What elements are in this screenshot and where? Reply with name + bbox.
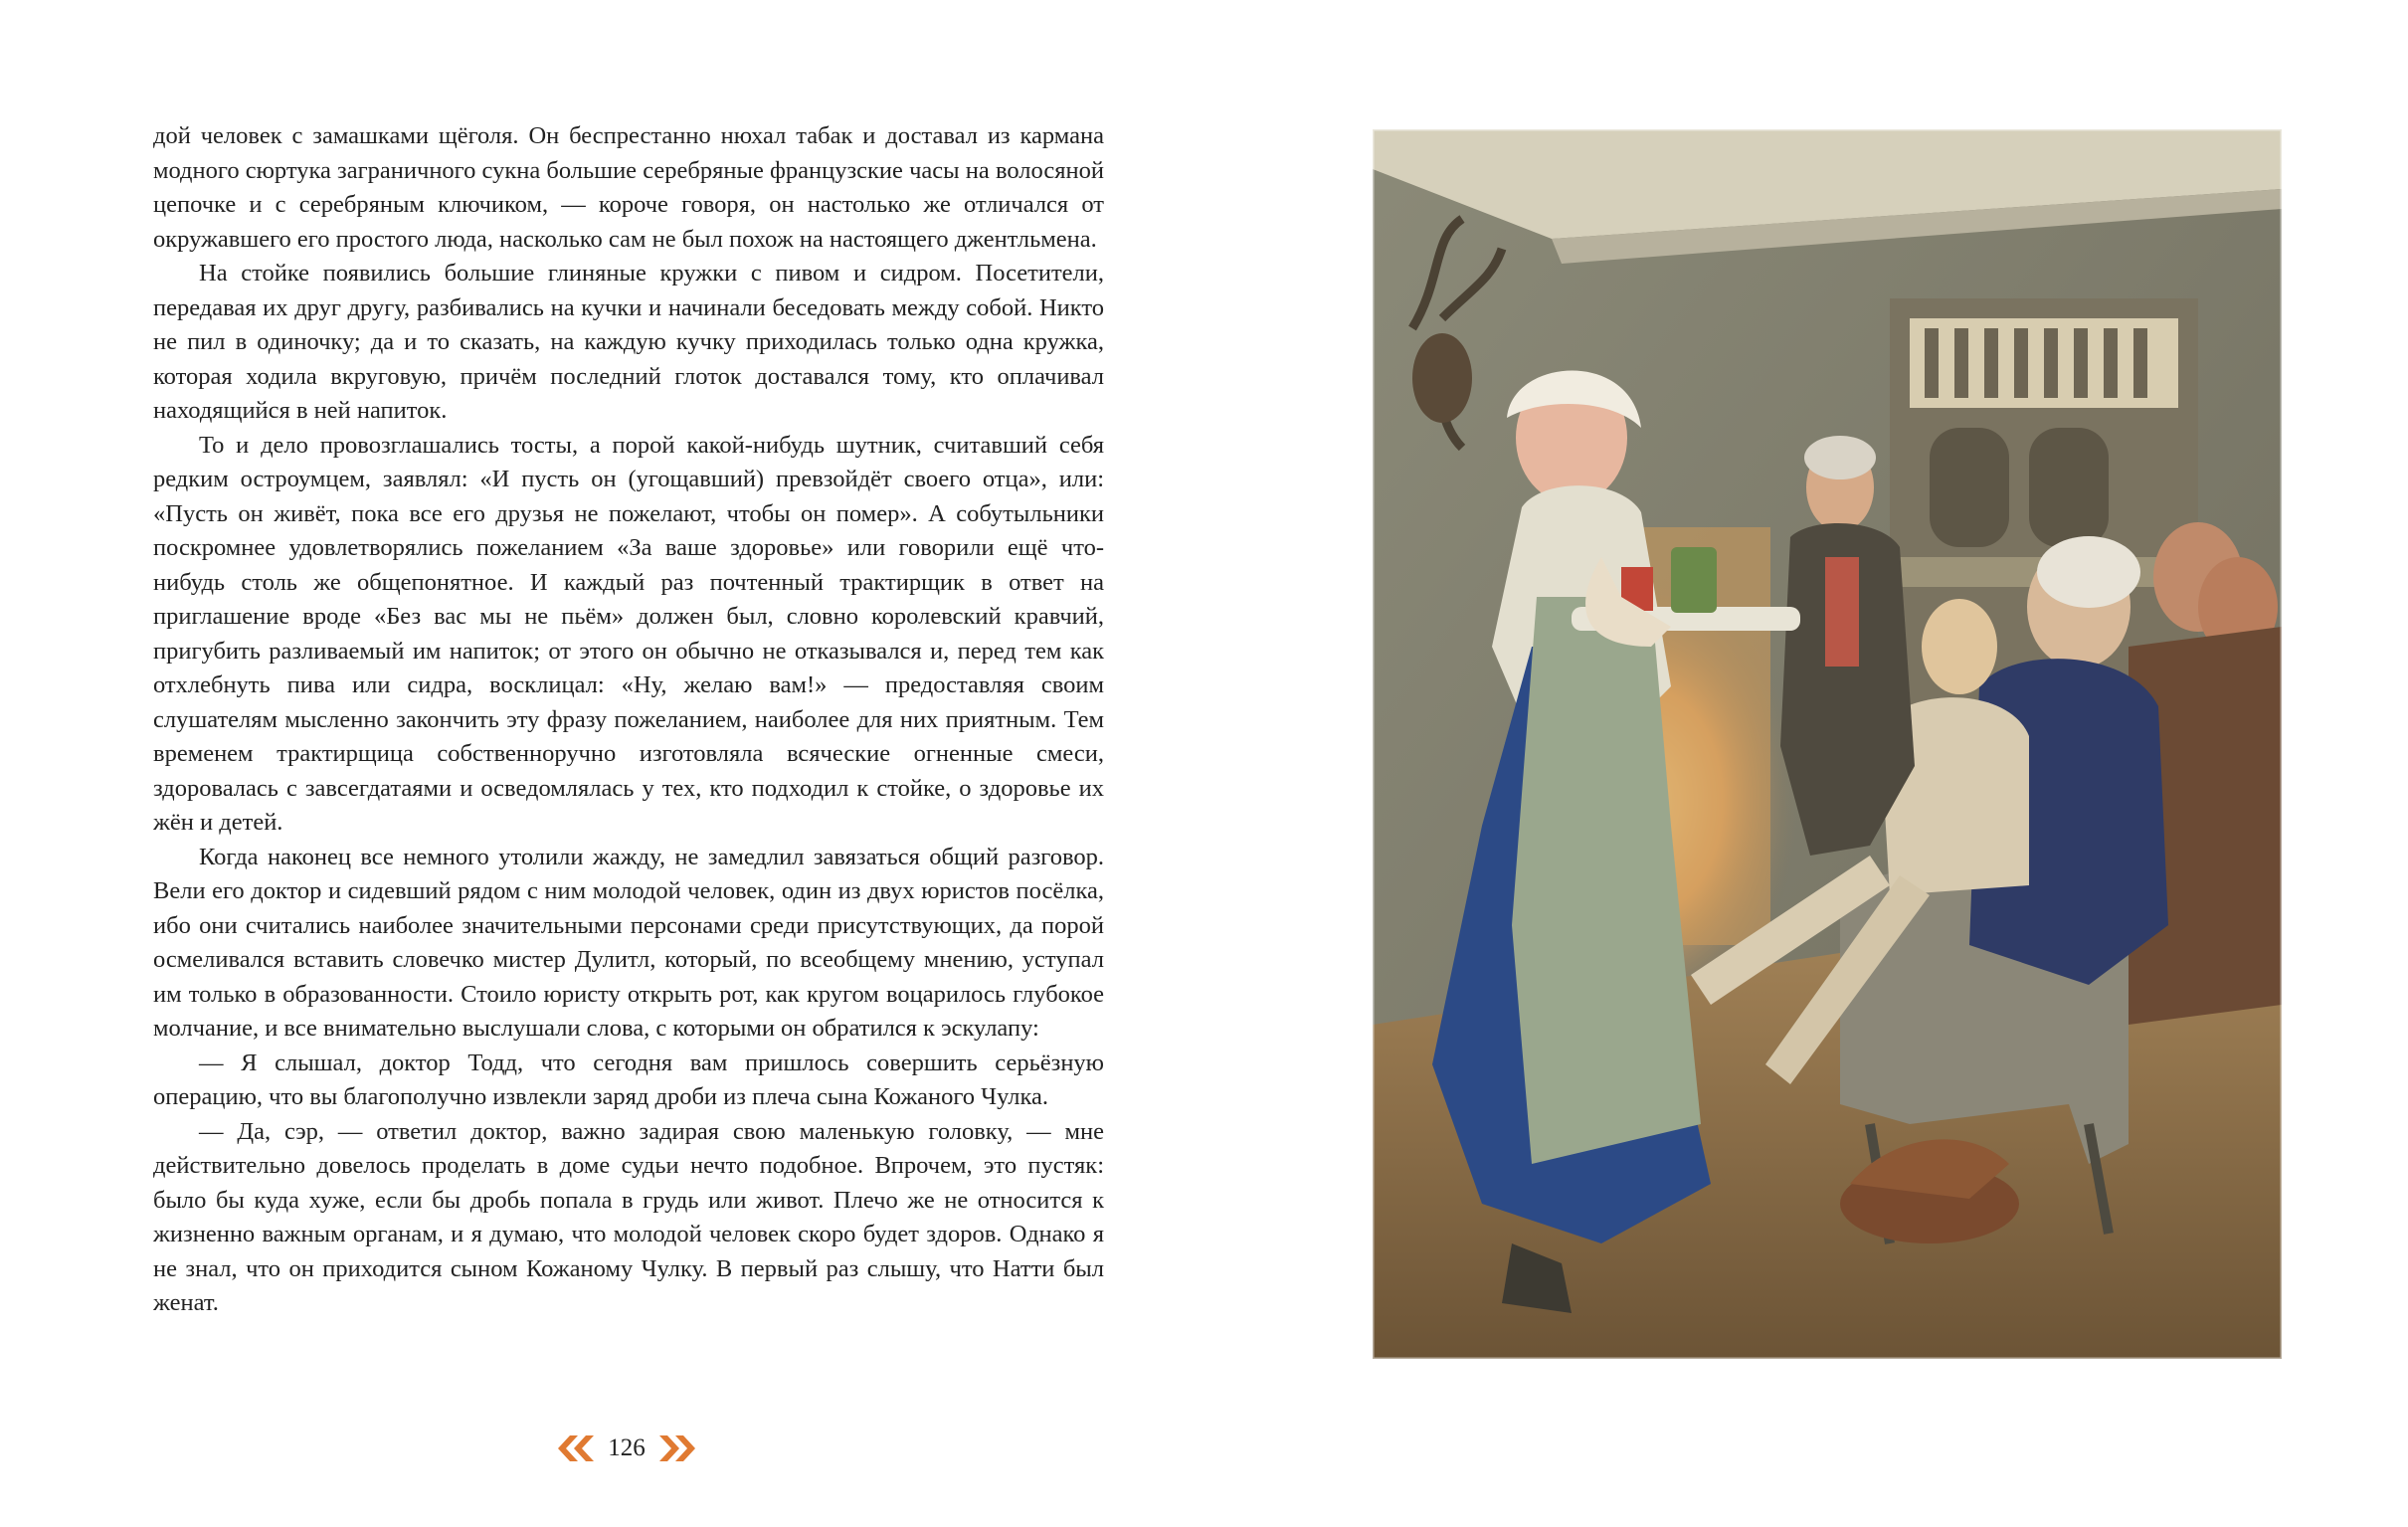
double-chevron-right-icon [657,1433,697,1463]
paragraph: Когда наконец все немного утолили жажду, не замедлил завязаться общий разговор. Вели его доктор и сидевший рядом с ним молодой человек, один из двух юристов посёлка, ибо они считались наиболее значительными персонами среди присутствующих, да порой осмеливался вставить словечко мистер Дулитл, который, по всеобщему мнению, уступал им только в образованности. Стоило юристу открыть рот, как кругом воцарилось глубокое молчание, и все внимательно выслушали слова, с которыми он обратился к эскулапу: [153,843,1104,1042]
page-number [557,1429,696,1468]
page-number-label: 126 [608,1434,646,1461]
double-chevron-left-icon [556,1433,596,1463]
page-text [153,119,1104,1321]
paragraph: На стойке появились большие глиняные кружки с пивом и сидром. Посетители, передавая их друг другу, разбивались на кучки и начинали беседовать между собой. Никто не пил в одиночку; да и то сказать, на каждую кучку приходилась только одна кружка, которая ходила вкруговую, причём последний глоток доставался тому, кто оплачивал находящийся в ней напиток. [153,260,1104,424]
paragraph: То и дело провозглашались тосты, а порой какой-нибудь шутник, считавший себя редким остроумцем, заявлял: «И пусть он (угощавший) превзойдёт своего отца», или: «Пусть он живёт, пока все его друзья не пожелают, чтобы он помер». А собутыльники поскромнее удовлетворялись пожеланием «За ваше здоровье» или говорили ещё что-нибудь столь же общепонятное. И каждый раз почтенный трактирщик в ответ на приглашение вроде «Без вас мы не пьём» должен был, словно королевский кравчий, пригубить разливаемый им напиток; от этого он обычно не отказывался и, перед тем как отхлебнуть пива или сидра, восклицал: «Ну, желаю вам!» — предоставляя своим слушателям мысленно закончить эту фразу пожеланием, наиболее для них приятным. Тем временем трактирщица собственноручно изготовляла всяческие огненные смеси, здоровалась с завсегдатаями и осведомлялась у тех, кто подходил к стойке, о здоровье их жён и детей. [153,431,1104,836]
paragraph: — Да, сэр, — ответил доктор, важно задирая свою маленькую головку, — мне действительно довелось проделать в доме судьи нечто подобное. Впрочем, это пустяк: было бы куда хуже, если бы дробь попала в грудь или живот. Плечо же не относится к жизненно важным органам, и я думаю, что молодой человек скоро будет здоров. Однако я не знал, что он приходится сыном Кожаному Чулку. В первый раз слышу, что Натти был женат. [153,1117,1104,1316]
tavern-illustration [1373,129,2282,1359]
paragraph: дой человек с замашками щёголя. Он беспрестанно нюхал табак и доставал из кармана модного сюртука заграничного сукна большие серебряные французские часы на волосяной цепочке и с серебряным ключиком, — короче говоря, он настолько же отличался от окружавшего его простого люда, насколько сам не был похож на настоящего джентльмена. [153,122,1104,253]
paragraph: — Я слышал, доктор Тодд, что сегодня вам пришлось совершить серьёзную операцию, что вы благополучно извлекли заряд дроби из плеча сына Кожаного Чулка. [153,1049,1104,1110]
tavern-watercolor-illustration [1373,129,2282,1359]
